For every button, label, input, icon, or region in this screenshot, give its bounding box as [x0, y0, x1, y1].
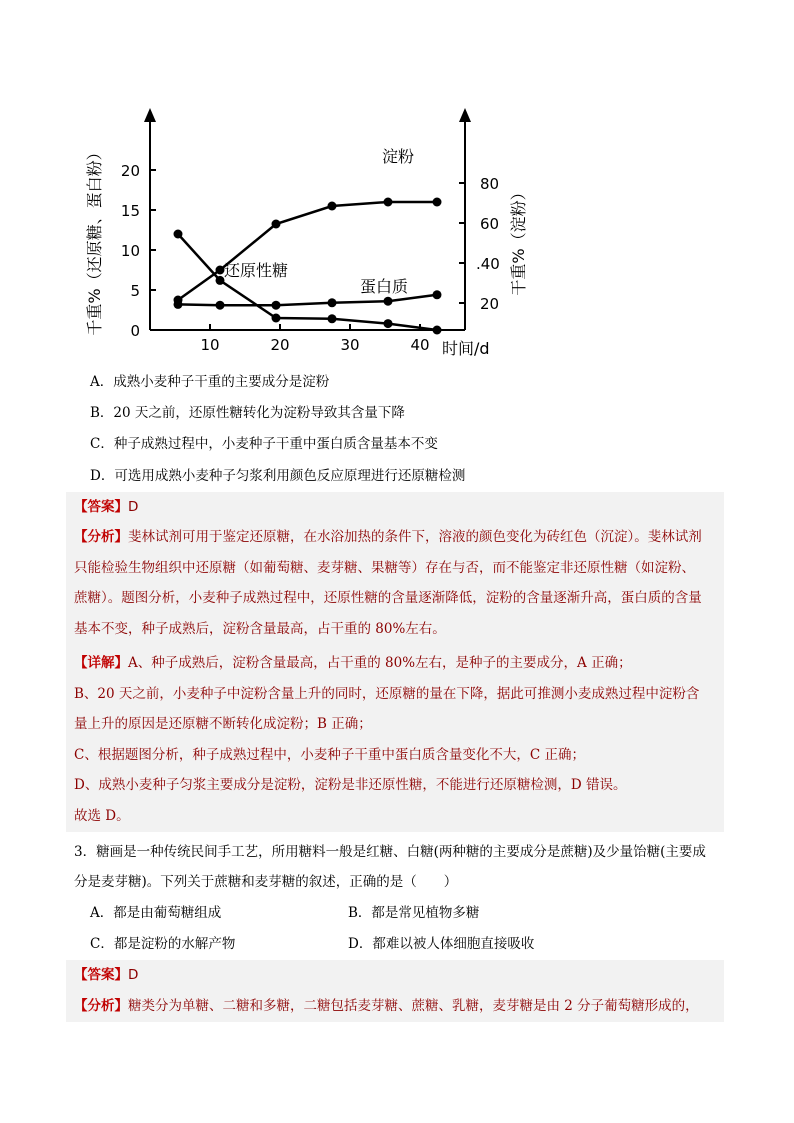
detail-q2	[74, 648, 724, 831]
right-axis-label: 干重%（淀粉）	[509, 184, 528, 296]
option-b: B．20 天之前，还原性糖转化为淀粉导致其含量下降	[90, 405, 405, 421]
detail-line: 量上升的原因是还原糖不断转化成淀粉；B 正确；	[74, 716, 372, 732]
data-point	[272, 220, 281, 229]
option-a: A．成熟小麦种子干重的主要成分是淀粉	[90, 374, 330, 390]
right-tick-label: 80	[480, 175, 500, 193]
left-axis-label: 千重%（还原糖、蛋白粉）	[85, 144, 104, 336]
data-point	[328, 202, 337, 211]
data-point	[433, 198, 442, 207]
data-point	[216, 301, 225, 310]
series-layer	[174, 198, 442, 335]
x-axis-label: 时间/d	[442, 339, 490, 358]
analysis-line: 只能检验生物组织中还原糖（如葡萄糖、麦芽糖、果糖等）存在与否，而不能鉴定非还原性糖（如淀粉、	[74, 559, 695, 576]
analysis-q2	[74, 522, 724, 644]
answer-value: D	[128, 967, 139, 983]
data-point	[433, 290, 442, 299]
q3-stem-line: 分是麦芽糖)。下列关于蔗糖和麦芽糖的叙述，正确的是（ ）	[74, 874, 458, 890]
detail-line: 故选 D。	[74, 807, 130, 824]
detail-line: D、成熟小麦种子匀浆主要成分是淀粉，淀粉是非还原性糖，不能进行还原糖检测，D 错误。	[74, 777, 627, 793]
answer-value: D	[128, 499, 139, 515]
detail-tag: 【详解】	[74, 655, 128, 671]
analysis-tag: 【分析】	[74, 998, 128, 1014]
data-point	[174, 300, 183, 309]
q3-option-d: D．都难以被人体细胞直接吸收	[348, 936, 535, 952]
data-point	[272, 301, 281, 310]
detail-line: C、根据题图分析，种子成熟过程中，小麦种子干重中蛋白质含量变化不大，C 正确；	[74, 746, 585, 763]
left-tick-label: 10	[120, 242, 140, 260]
data-point	[384, 297, 393, 306]
analysis-tag: 【分析】	[74, 529, 128, 545]
analysis-line: 基本不变，种子成熟后，淀粉含量最高，占干重的 80%左右。	[74, 620, 446, 637]
data-point	[272, 314, 281, 323]
right-tick-label: 60	[480, 215, 500, 233]
left-tick-label: 0	[130, 322, 140, 340]
x-tick-label: 20	[270, 336, 290, 354]
x-tick-label: 40	[410, 336, 430, 354]
x-tick-label: 30	[340, 336, 360, 354]
data-point	[384, 319, 393, 328]
analysis-q3	[74, 991, 724, 1022]
data-point	[433, 326, 442, 335]
left-tick-label: 5	[130, 282, 140, 300]
left-tick-label: 20	[120, 162, 140, 180]
option-d: D．可选用成熟小麦种子匀浆利用颜色反应原理进行还原糖检测	[90, 468, 466, 484]
answer-tag: 【答案】	[74, 499, 128, 515]
q3-option-c: C．都是淀粉的水解产物	[90, 936, 236, 952]
series-label-sugar: 还原性糖	[224, 261, 289, 280]
x-ticks	[200, 324, 429, 354]
analysis-line: 斐林试剂可用于鉴定还原糖，在水浴加热的条件下，溶液的颜色变化为砖红色（沉淀）。斐林试剂	[128, 529, 702, 545]
data-point	[174, 230, 183, 239]
left-tick-label: 15	[120, 202, 140, 220]
data-point	[328, 298, 337, 307]
x-tick-label: 10	[200, 336, 220, 354]
right-tick-label: 20	[480, 295, 500, 313]
detail-line: A、种子成熟后，淀粉含量最高，占干重的 80%左右，是种子的主要成分，A 正确；	[128, 655, 632, 671]
answer-q3	[74, 960, 724, 991]
series-label-starch: 淀粉	[382, 147, 415, 166]
analysis-line: 蔗糖）。题图分析，小麦种子成熟过程中，还原性糖的含量逐渐降低，淀粉的含量逐渐升高，蛋白质的含量	[74, 590, 702, 606]
left-axis-arrow	[144, 108, 156, 122]
series-label-protein: 蛋白质	[360, 277, 409, 296]
answer-q2	[74, 492, 724, 523]
answer-tag: 【答案】	[74, 967, 128, 983]
detail-line: B、20 天之前，小麦种子中淀粉含量上升的同时，还原糖的量在下降，据此可推测小麦成熟过程中淀粉含	[74, 685, 700, 702]
data-point	[328, 314, 337, 323]
q3-stem-line: 3．糖画是一种传统民间手工艺，所用糖料一般是红糖、白糖(两种糖的主要成分是蔗糖)及少量饴糖(主要成	[74, 844, 706, 860]
data-point	[384, 198, 393, 207]
analysis-line: 糖类分为单糖、二糖和多糖，二糖包括麦芽糖、蔗糖、乳糖，麦芽糖是由 2 分子葡萄糖形成的，	[128, 998, 699, 1014]
option-c: C．种子成熟过程中，小麦种子干重中蛋白质含量基本不变	[90, 436, 438, 452]
line-chart	[80, 100, 528, 370]
q3-option-b: B．都是常见植物多糖	[348, 905, 480, 921]
right-tick-label: .40	[476, 255, 500, 273]
right-axis-arrow	[459, 108, 471, 122]
q3-option-a: A．都是由葡萄糖组成	[90, 905, 222, 921]
